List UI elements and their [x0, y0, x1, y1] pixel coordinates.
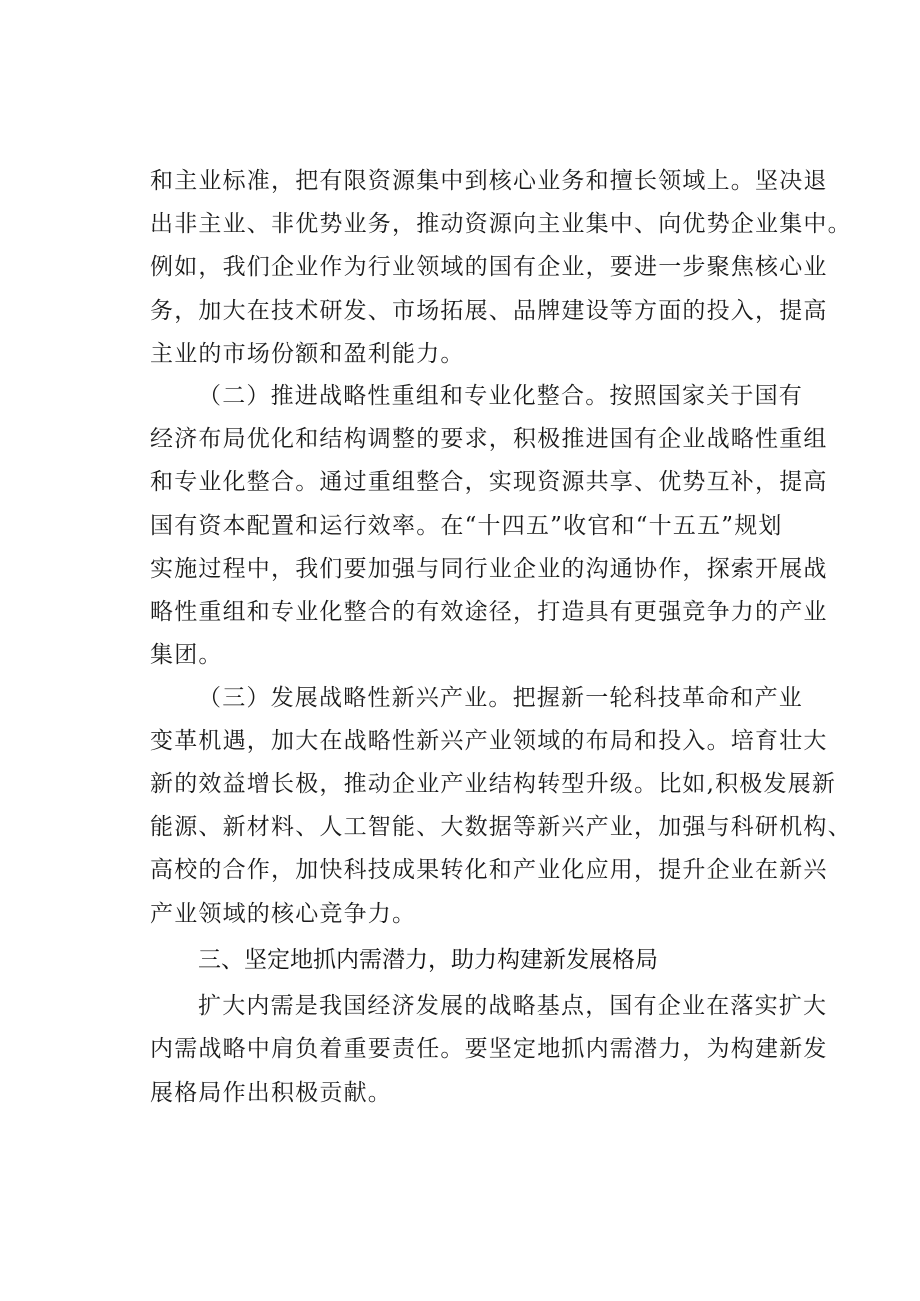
paragraph-line: 经济布局优化和结构调整的要求，积极推进国有企业战略性重组: [150, 426, 828, 452]
paragraph-line: 变革机遇，加大在战略性新兴产业领域的布局和投入。培育壮大: [150, 728, 828, 754]
paragraph-line: 高校的合作，加快科技成果转化和产业化应用，提升企业在新兴: [150, 857, 828, 883]
paragraph-line: 能源、新材料、人工智能、大数据等新兴产业，加强与科研机构、: [150, 814, 852, 840]
section-heading: 三、坚定地抓内需潜力，助力构建新发展格局: [198, 947, 658, 973]
paragraph-line: 主业的市场份额和盈利能力。: [150, 341, 465, 367]
paragraph-line: 略性重组和专业化整合的有效途径，打造具有更强竞争力的产业: [150, 599, 828, 625]
subsection-heading-line: （二）推进战略性重组和专业化整合。按照国家关于国有: [198, 383, 803, 409]
paragraph-line: 新的效益增长极，推动企业产业结构转型升级。比如,积极发展新: [150, 771, 837, 797]
paragraph-line: 集团。: [150, 642, 223, 668]
paragraph-line: 出非主业、非优势业务，推动资源向主业集中、向优势企业集中。: [150, 211, 852, 237]
paragraph-line: 扩大内需是我国经济发展的战略基点，国有企业在落实扩大: [198, 993, 828, 1019]
paragraph-line: 实施过程中，我们要加强与同行业企业的沟通协作，探索开展战: [150, 556, 828, 582]
paragraph-line: 和主业标准，把有限资源集中到核心业务和擅长领域上。坚决退: [150, 168, 828, 194]
paragraph-line: 展格局作出积极贡献。: [150, 1080, 392, 1106]
paragraph-line: 例如，我们企业作为行业领域的国有企业，要进一步聚焦核心业: [150, 254, 828, 280]
paragraph-line: 内需战略中肩负着重要责任。要坚定地抓内需潜力，为构建新发: [150, 1036, 828, 1062]
paragraph-line: 产业领域的核心竞争力。: [150, 901, 417, 927]
paragraph-line: 国有资本配置和运行效率。在“十四五”收官和“十五五”规划: [150, 513, 783, 539]
paragraph-line: 务，加大在技术研发、市场拓展、品牌建设等方面的投入，提高: [150, 298, 828, 324]
paragraph-line: 和专业化整合。通过重组整合，实现资源共享、优势互补，提高: [150, 469, 828, 495]
subsection-heading-line: （三）发展战略性新兴产业。把握新一轮科技革命和产业: [198, 685, 803, 711]
